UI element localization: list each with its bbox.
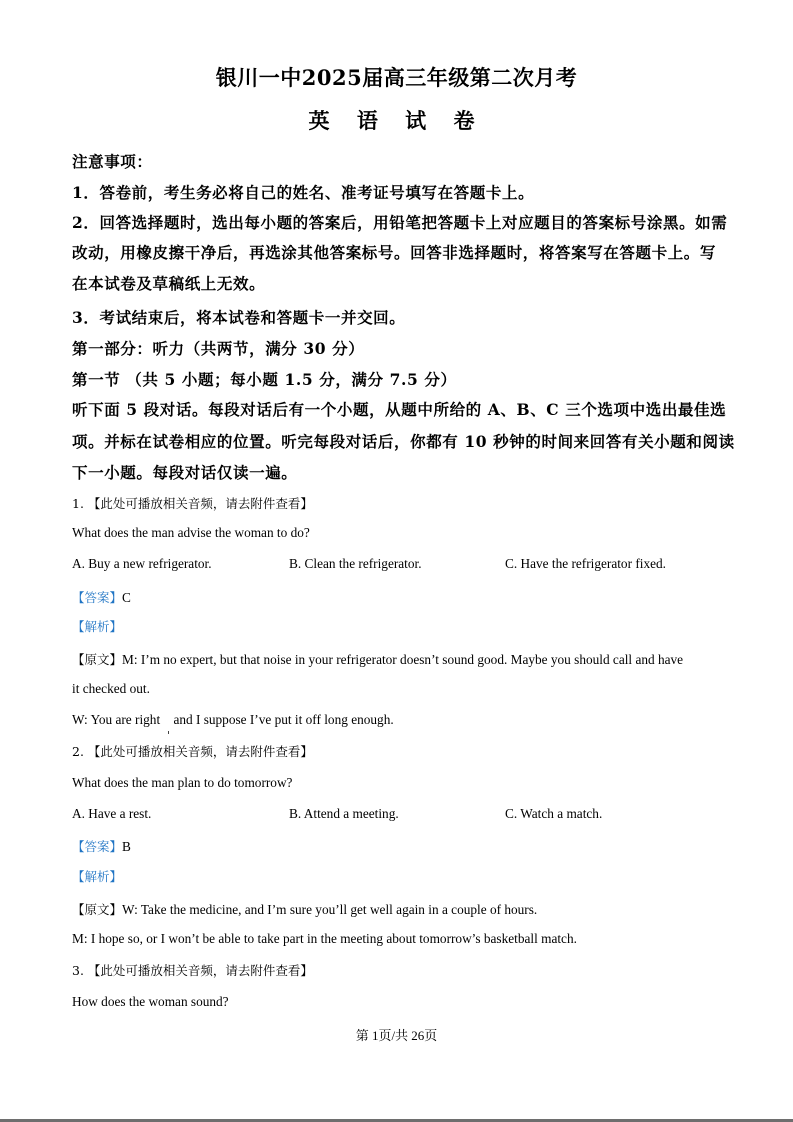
- q2-analysis-tag: 【解析】: [72, 869, 123, 884]
- q2-transcript-tag: 【原文】: [72, 902, 123, 917]
- notice-heading: 注意事项：: [72, 152, 153, 171]
- exam-title: 银川一中2025届高三年级第二次月考: [215, 65, 578, 90]
- instruction-line-2: 项。并标在试卷相应的位置。听完每段对话后，你都有 10 秒钟的时间来回答有关小题和阅读: [72, 432, 735, 451]
- q2-answer-tag: 【答案】: [72, 839, 123, 854]
- q2-option-a: A. Have a rest.: [72, 806, 152, 821]
- q2-option-c: C. Watch a match.: [505, 806, 603, 821]
- notice-item-3: 3．考试结束后，将本试卷和答题卡一并交回。: [72, 308, 406, 327]
- section-part-1: 第一部分：听力（共两节，满分 30 分）: [72, 339, 365, 358]
- q2-transcript-text-1: W: Take the medicine, and I’m sure you’ll get well again in a couple of hours.: [122, 902, 538, 917]
- q1-question: What does the man advise the woman to do?: [72, 525, 310, 540]
- q1-answer-row: [72, 588, 131, 606]
- q1-answer: C: [122, 590, 131, 605]
- q1-option-b: B. Clean the refrigerator.: [289, 556, 422, 571]
- q1-option-c: C. Have the refrigerator fixed.: [505, 556, 666, 571]
- notice-item-1: 1．答卷前，考生务必将自己的姓名、准考证号填写在答题卡上。: [72, 183, 535, 202]
- section-sub-1: 第一节 （共 5 小题；每小题 1.5 分，满分 7.5 分）: [72, 370, 457, 389]
- q2-answer: B: [122, 839, 131, 854]
- q2-answer-row: [72, 837, 131, 855]
- q1-transcript-text-1: M: I’m no expert, but that noise in your refrigerator doesn’t sound good. Maybe you should call and have: [122, 652, 684, 667]
- q3-audio-link[interactable]: 3. 【此处可播放相关音频，请去附件查看】: [72, 963, 313, 978]
- q1-audio-link[interactable]: 1. 【此处可播放相关音频，请去附件查看】: [72, 496, 313, 511]
- notice-item-2-line-2: 改动，用橡皮擦干净后，再选涂其他答案标号。回答非选择题时，将答案写在答题卡上。写: [72, 243, 717, 262]
- notice-item-2-line-1: 2．回答选择题时，选出每小题的答案后，用铅笔把答题卡上对应题目的答案标号涂黑。如需: [72, 213, 728, 232]
- page-number: 第 1页/共 26页: [355, 1028, 438, 1043]
- q1-transcript-line-2: it checked out.: [72, 681, 150, 696]
- q1-transcript-line-3: W: You are right and I suppose I’ve put it off long enough.: [72, 712, 394, 727]
- stray-mark: [168, 731, 169, 734]
- q1-transcript-tag: 【原文】: [72, 652, 123, 667]
- q1-option-a: A. Buy a new refrigerator.: [72, 556, 212, 571]
- q2-audio-link[interactable]: 2. 【此处可播放相关音频，请去附件查看】: [72, 744, 313, 759]
- notice-item-2-line-3: 在本试卷及草稿纸上无效。: [72, 274, 266, 293]
- q3-question: How does the woman sound?: [72, 994, 229, 1009]
- q1-transcript-line-1: [72, 650, 683, 668]
- exam-subtitle: 英 语 试 卷: [308, 108, 485, 133]
- q2-option-b: B. Attend a meeting.: [289, 806, 399, 821]
- q2-transcript-line-1: [72, 900, 537, 918]
- q2-transcript-line-2: M: I hope so, or I won’t be able to take part in the meeting about tomorrow’s basketball match.: [72, 931, 577, 946]
- instruction-line-3: 下一小题。每段对话仅读一遍。: [72, 463, 298, 482]
- instruction-line-1: 听下面 5 段对话。每段对话后有一个小题，从题中所给的 A、B、C 三个选项中选出最佳选: [72, 400, 727, 419]
- q2-question: What does the man plan to do tomorrow?: [72, 775, 293, 790]
- q1-analysis-tag: 【解析】: [72, 619, 123, 634]
- q1-answer-tag: 【答案】: [72, 590, 123, 605]
